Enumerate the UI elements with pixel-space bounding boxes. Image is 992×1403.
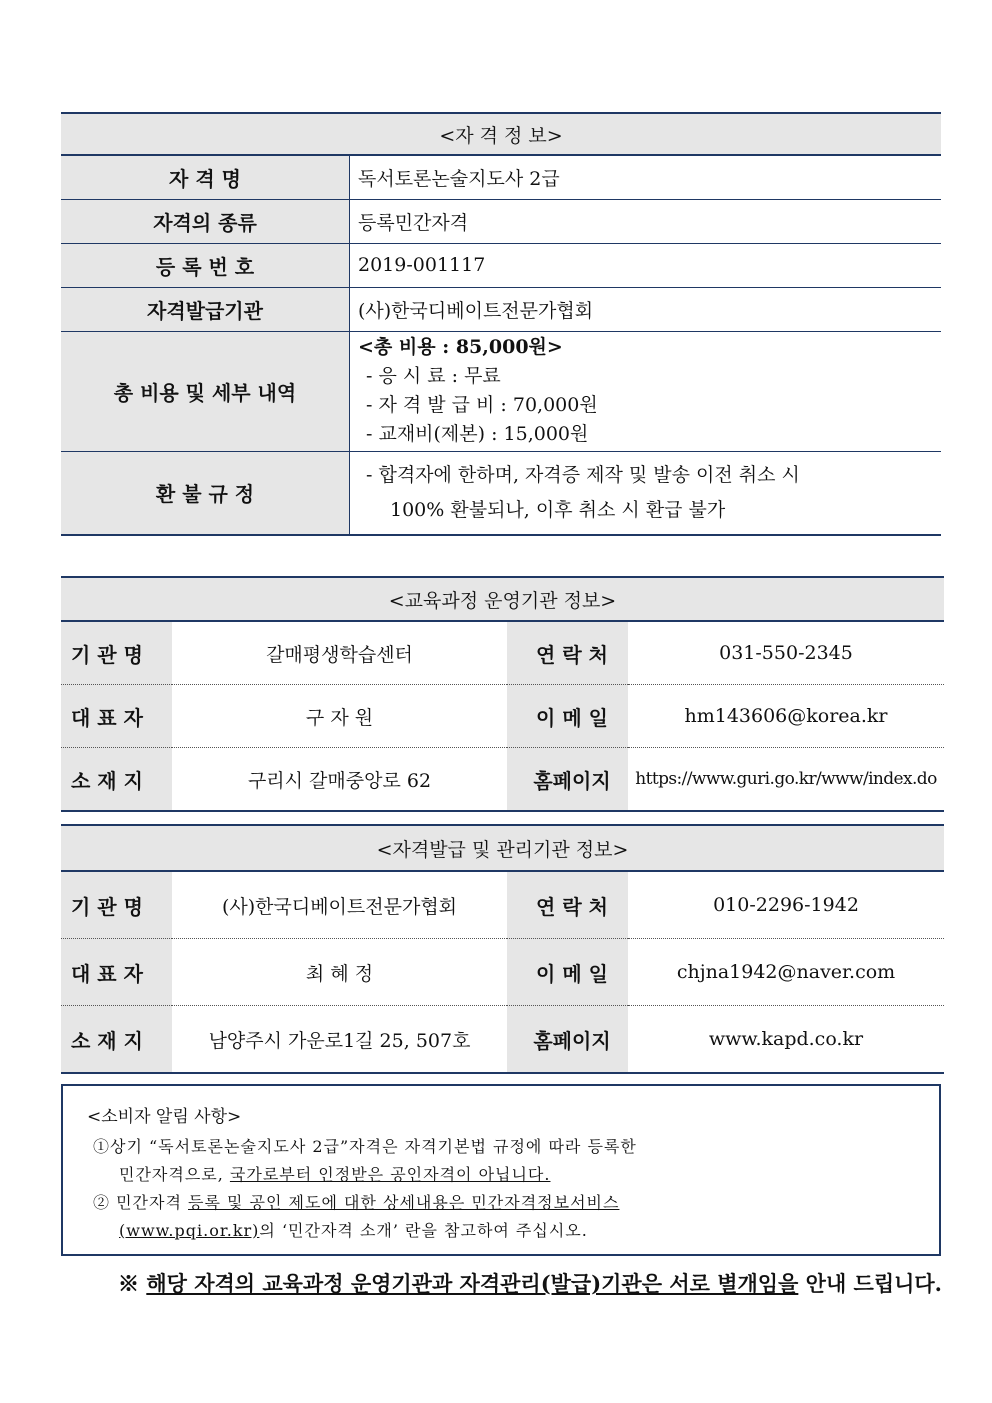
- education-address-label: 소 재 지: [61, 748, 172, 812]
- issuer-homepage-label: 홈페이지: [507, 1006, 628, 1074]
- education-provider-table: [61, 576, 944, 812]
- registration-number-label: 등 록 번 호: [61, 243, 350, 287]
- refund-policy: [350, 451, 942, 535]
- notice-line-2-underlined: 국가로부터 인정받은 공인자격이 아닙니다.: [229, 1165, 551, 1184]
- refund-line: 100% 환불되나, 이후 취소 시 환급 불가: [390, 498, 726, 521]
- education-address-value: 구리시 갈매중앙로 62: [172, 748, 507, 812]
- education-email-label: 이 메 일: [507, 685, 628, 748]
- cost-label: 총 비용 및 세부 내역: [61, 331, 350, 451]
- qualification-name-label: 자 격 명: [61, 155, 350, 199]
- issuer-name-value: (사)한국디베이트전문가협회: [172, 871, 507, 939]
- issuer-email-label: 이 메 일: [507, 939, 628, 1006]
- education-name-label: 기 관 명: [61, 621, 172, 685]
- footer-underlined: 해당 자격의 교육과정 운영기관과 자격관리(발급)기관은 서로 별개임을: [146, 1271, 799, 1296]
- footer-notice: [118, 1268, 942, 1298]
- issuer-rep-value: 최 혜 정: [172, 939, 507, 1006]
- cost-details: [350, 331, 942, 451]
- reference-mark: ※: [118, 1271, 147, 1296]
- notice-line-3-text: ② 민간자격: [93, 1193, 188, 1212]
- issuer-homepage-value: www.kapd.co.kr: [628, 1006, 944, 1074]
- refund-line: - 합격자에 한하며, 자격증 제작 및 발송 이전 취소 시: [366, 463, 800, 486]
- notice-line-3: [93, 1190, 619, 1213]
- registration-number-value: 2019-001117: [350, 243, 942, 287]
- education-rep-label: 대 표 자: [61, 685, 172, 748]
- consumer-notice-box: [61, 1084, 941, 1256]
- issuing-agency-value: (사)한국디베이트전문가협회: [350, 287, 942, 331]
- education-rep-value: 구 자 원: [172, 685, 507, 748]
- qualification-name-value: 독서토론논술지도사 2급: [350, 155, 942, 199]
- qualification-type-label: 자격의 종류: [61, 199, 350, 243]
- issuer-header: <자격발급 및 관리기관 정보>: [61, 825, 944, 871]
- cost-item: - 자 격 발 급 비 : 70,000원: [366, 394, 598, 416]
- notice-line-1: ①상기 “독서토론논술지도사 2급”자격은 자격기본법 규정에 따라 등록한: [93, 1137, 637, 1156]
- education-name-value: 갈매평생학습센터: [172, 621, 507, 685]
- issuer-address-value: 남양주시 가운로1길 25, 507호: [172, 1006, 507, 1074]
- notice-line-4-text: 의 ‘민간자격 소개’ 란을 참고하여 주십시오.: [259, 1221, 588, 1240]
- notice-title: <소비자 알림 사항>: [87, 1107, 242, 1127]
- footer-tail: 안내 드립니다.: [798, 1271, 942, 1296]
- notice-line-2: [119, 1162, 550, 1185]
- qualification-type-value: 등록민간자격: [350, 199, 942, 243]
- issuer-rep-label: 대 표 자: [61, 939, 172, 1006]
- cost-item: - 응 시 료 : 무료: [366, 365, 501, 387]
- education-homepage-value: https://www.guri.go.kr/www/index.do: [628, 748, 944, 812]
- education-contact-value: 031-550-2345: [628, 621, 944, 685]
- education-contact-label: 연 락 처: [507, 621, 628, 685]
- issuer-email-value: chjna1942@naver.com: [628, 939, 944, 1006]
- qualification-header: <자 격 정 보>: [61, 113, 941, 155]
- cost-item: - 교재비(제본) : 15,000원: [366, 423, 589, 445]
- issuer-name-label: 기 관 명: [61, 871, 172, 939]
- issuer-contact-value: 010-2296-1942: [628, 871, 944, 939]
- issuer-info-table: [61, 824, 944, 1074]
- education-header: <교육과정 운영기관 정보>: [61, 577, 944, 621]
- notice-line-4: [119, 1218, 588, 1241]
- education-email-value: hm143606@korea.kr: [628, 685, 944, 748]
- notice-line-3-underlined: 등록 및 공인 제도에 대한 상세내용은 민간자격정보서비스: [188, 1193, 620, 1212]
- pqi-link[interactable]: (www.pqi.or.kr): [119, 1221, 260, 1240]
- refund-label: 환 불 규 정: [61, 451, 350, 535]
- issuer-address-label: 소 재 지: [61, 1006, 172, 1074]
- cost-total: <총 비용 : 85,000원>: [358, 336, 563, 358]
- education-homepage-label: 홈페이지: [507, 748, 628, 812]
- issuer-contact-label: 연 락 처: [507, 871, 628, 939]
- notice-line-2-text: 민간자격으로,: [119, 1165, 230, 1184]
- qualification-info-table: [61, 112, 941, 536]
- issuing-agency-label: 자격발급기관: [61, 287, 350, 331]
